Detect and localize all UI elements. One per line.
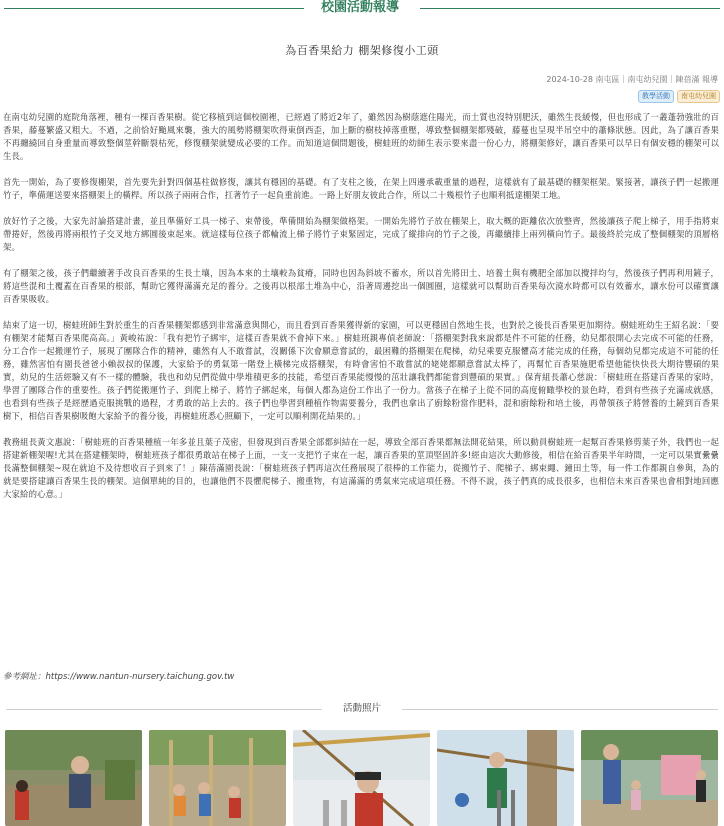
activity-photo-1[interactable] xyxy=(5,730,142,826)
section-title: 校園活動報導 xyxy=(320,0,399,15)
tag-school[interactable]: 南屯幼兒園 xyxy=(677,90,720,103)
photo-1-image xyxy=(5,730,142,826)
activity-photo-3[interactable] xyxy=(293,730,430,826)
activity-photo-5[interactable] xyxy=(581,730,718,826)
activity-photo-2[interactable] xyxy=(149,730,286,826)
tag-list xyxy=(638,90,720,103)
paragraph: 在南屯幼兒園的庭院角落裡，種有一棵百香果樹。從它移植到這個校園裡，已經過了將近2年了，雖然因為樹蔭遮住陽光，而土質也沒特別肥沃，雖然生長緩慢，但也形成了一叢蓬勃強壯的百香果，藤蔓繁盛又粗大。不過，之前恰好颱風來襲，強大的風勢將棚架吹得東倒西歪，加上斷的樹枝掉落重壓，導致整個棚架都殘破，藤蔓也呈現半吊空中的蕭條狀態。因此，為了讓百香果不再纏繞回自身重量而導致整個莖幹斷裂枯死，修復棚架就變成必要的工作。而知道這個問題後，樹蛙班的幼師生表示要來盡一份心力，將棚架修好，讓百香果可以早日有個安穩的棚架可以生長。 xyxy=(3,112,719,161)
photos-divider-right xyxy=(402,709,718,710)
photo-4-image xyxy=(437,730,574,826)
section-header xyxy=(0,0,724,18)
paragraph: 結束了這一切，樹蛙班師生對於重生的百香果棚架都感到非常滿意與開心，而且看到百香果獲得新的家園，可以更穩固自然地生長，也對於之後長百香果更加期待。樹蛙班幼生王紹名說：「要有棚架才能幫百香果爬高高。」黃峻祐說：「我有把竹子綁牢，這樣百香果就不會掉下來。」樹蛙班親專偵老師說：「搭棚架對我來說都是件不可能的任務，幼兒都很開心去完成不可能的任務，分工合作一起搬運竹子，展現了團隊合作的精神，雖然有人不敢嘗試，沒關係下次會願意嘗試的，最困難的搭棚架在爬梯，幼兒乘要克服懼高才能完成的任務，每個幼兒都完成這不可能的任務，雖然害怕有園長爸爸小賴叔叔的保護，大家給予的勇氣第一階登上橫梯完成搭棚架，有時會害怕不敢嘗試的姥姥都願意嘗試太棒了，再幫忙百香果施肥希望他能快快長大期待豐碩的果實，幼兒的生活經驗又有不一樣的體驗，我也和幼兒們從做中學堆積更多的技能，希望百香果能慢慢的茁壯讓我們都能嘗到豐碩的果實。」保育組長蕭心慈說：「樹蛙班在搭建百香果的家時，學習了團隊合作的重要性。孩子們從搬運竹子、到爬上梯子、將竹子綁起來，每個人都為這份工作出了一份力。當孩子在梯子上從不同的高度俯瞰學校的景色時，看到有些孩子充滿成就感，也看到有些孩子是經歷過克服挑戰的過程，才勇敢的站上去的。孩子們也學習到種植作物需要養分，我們也拿出了廚餘粉當作肥料，混和廚餘粉和培土後，再帶領孩子將營養的土鏟到百香果樹下，相信百香果樹吸飽大家給予的養分後，再樹蛙班悉心照顧下，一定可以順利開花結果的。」 xyxy=(3,320,719,421)
paragraph: 有了棚架之後，孩子們繼續著手改良百香果的生長土壤，因為本來的土壤較為貧瘠，同時也因為斜坡不蓄水，所以首先將田土、培養土與有機肥全部加以攪拌均勻，然後孩子們再利用鏟子，將這些混和土覆蓋在百香果的根部，幫助它獲得滿滿充足的養分。之後再以根部土堆為中心，沿著周邊挖出一個圓圈，這樣就可以幫助百香果每次澆水時都可以有效蓄水，讓水份可以確實讓百香果吸收。 xyxy=(3,268,719,304)
article-meta: 2024-10-28 南屯區｜南屯幼兒園｜陳蓓滿 報導 xyxy=(546,75,718,84)
paragraph: 放好竹子之後，大家先討論搭建計畫，並且準備好工具一梯子、束帶後，準備開始為棚架做格架。一開始先將竹子放在棚架上，取大概的距離依次放整齊，然後讓孩子爬上梯子，用手指將束帶捲好，然後再將兩根竹子交叉地方綁圓後束起來。就這樣每位孩子都輪流上梯子將竹子束緊固定，完成了縱排向的竹子之後，再繼續排上兩列橫向竹子。最後終於完成了整個棚架的頂層格架。 xyxy=(3,216,719,252)
photo-3-image xyxy=(293,730,430,826)
header-divider-left xyxy=(4,8,304,9)
reference-link[interactable]: 參考網址：https://www.nantun-nursery.taichung.gov.tw xyxy=(3,672,235,682)
tag-teaching-activity[interactable]: 教學活動 xyxy=(638,90,674,103)
paragraph: 首先一開始，為了要修復棚架，首先要先針對四個基柱做修復，讓其有穩固的基礎。有了支柱之後，在架上四邊承載重量的過程，這樣就有了最基礎的棚架框架。緊接著，讓孩子們一起搬運竹子，準備運送要來搭棚架上的橫桿。所以孩子兩兩合作，扛著竹子一起負重前進。一路上好朋友彼此合作，所以二十幾根竹子也順利抵達棚架工地。 xyxy=(3,177,719,200)
photos-header xyxy=(0,702,724,716)
activity-photo-4[interactable] xyxy=(437,730,574,826)
photo-gallery xyxy=(5,730,719,826)
photo-2-image xyxy=(149,730,286,826)
article-title: 為百香果給力 棚架修復小工頭 xyxy=(285,44,439,57)
article-body xyxy=(3,111,719,501)
photos-label: 活動照片 xyxy=(342,703,381,714)
photos-divider-left xyxy=(6,709,322,710)
header-divider-right xyxy=(420,8,720,9)
photo-5-image xyxy=(581,730,718,826)
paragraph: 教務組長黃文惠說：「樹蛙班的百香果種植一年多並且葉子茂密，但發現到百香果全部都糾結在一起，導致全部百香果都無法開花結果，所以動員樹蛙班一起幫百香果修剪葉子外，我們也一起搭建新棚架喔!尤其在搭建棚架時，樹蛙班孩子都很勇敢站在梯子上面，一支一支把竹子束在一起，讓百香果的莖頂堅固許多!經由這次大動修後，相信在給百香果半年時間，一定可以果實纍纍長滿整個棚架~現在就迫不及待想收百子到來了！」陳蓓滿園長說：「樹蛙班孩子們再這次任務展現了很棒的工作能力，從搬竹子、爬梯子、綁束繩、鐘田土等，每一件工作都親自參與，為的就是要搭建讓百香果生長的棚架。這個單純的目的，也讓他們不畏懼爬梯子、搬重物，有這滿滿的勇氣來完成這項任務。不得不說，孩子們真的成長很多，也相信未來百香果也會相對地回應大家給的心意。」 xyxy=(3,437,719,499)
